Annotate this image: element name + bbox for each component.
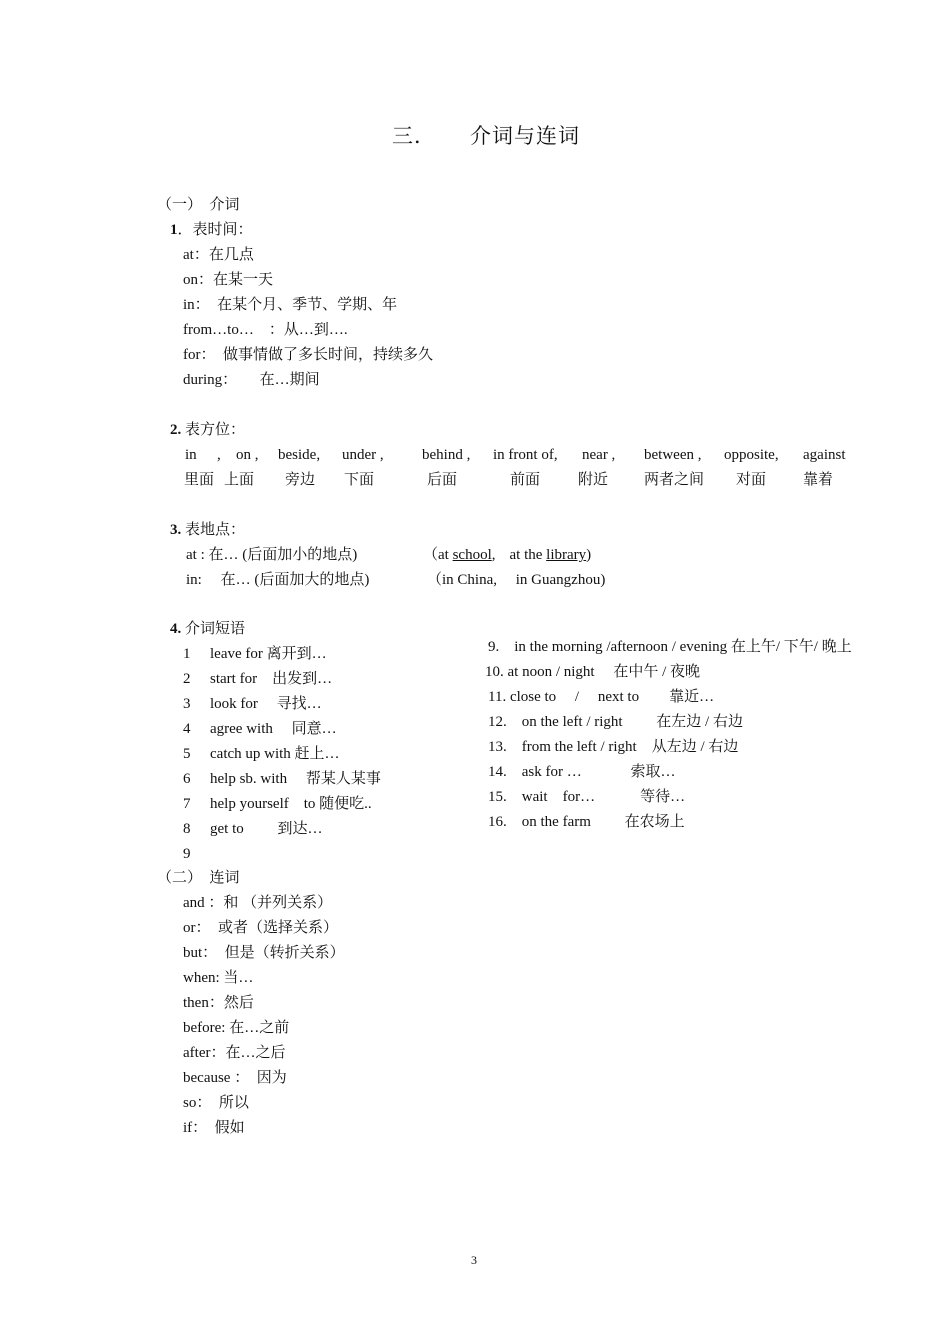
phrase-number: 8 — [183, 821, 191, 837]
phrase-number: 6 — [183, 771, 191, 787]
page-number: 3 — [471, 1253, 477, 1267]
phrase-right-item: 12. on the left / right 在左边 / 右边 — [488, 714, 743, 730]
position-meaning: 附近 — [578, 472, 609, 488]
position-word: against — [803, 447, 846, 463]
conjunction-line: but： 但是（转折关系） — [183, 945, 345, 961]
position-word: in front of, — [493, 447, 558, 463]
phrase-right-item: 15. wait for… 等待… — [488, 789, 686, 805]
position-meaning: 旁边 — [285, 472, 316, 488]
position-meaning: 里面 — [184, 472, 215, 488]
time-line: on：在某一天 — [183, 272, 274, 288]
time-heading-number: 1 — [170, 222, 178, 238]
phrase-right-item: 9. in the morning /afternoon / evening 在上午/ 下午/ 晚上 — [488, 639, 852, 655]
position-word: under , — [342, 447, 384, 463]
position-heading — [170, 420, 245, 440]
time-line: during： 在…期间 — [183, 372, 320, 388]
phrase-right-item: 11. close to / next to 靠近… — [488, 689, 715, 705]
position-meaning: 上面 — [224, 472, 255, 488]
phrase-number: 5 — [183, 746, 191, 762]
place-at-line: at : 在… (后面加小的地点) — [186, 547, 358, 563]
time-heading — [170, 220, 253, 240]
phrase-text: get to 到达… — [210, 821, 323, 837]
phrase-left-item — [183, 644, 327, 664]
page-title-number: 三． — [392, 124, 436, 148]
section-prepositions-heading: （一） 介词 — [157, 197, 240, 213]
phrase-number: 1 — [183, 646, 191, 662]
position-word: on , — [236, 447, 259, 463]
time-line: in： 在某个月、季节、学期、年 — [183, 297, 398, 313]
phrase-left-item — [183, 769, 381, 789]
phrase-number: 2 — [183, 671, 191, 687]
position-meaning: 对面 — [736, 472, 767, 488]
phrase-left-item — [183, 719, 337, 739]
phrase-left-item — [183, 744, 340, 764]
page-title-text: 介词与连词 — [470, 124, 580, 148]
position-word: beside, — [278, 447, 321, 463]
phrase-text: look for 寻找… — [210, 696, 322, 712]
phrase-number: 4 — [183, 721, 191, 737]
place-heading-number: 3. — [170, 522, 182, 538]
conjunction-line: so： 所以 — [183, 1095, 249, 1111]
place-heading-text: 表地点： — [185, 522, 246, 538]
phrase-left-item — [183, 819, 323, 839]
time-line: from…to… ：从…到…. — [183, 322, 348, 338]
position-heading-text: 表方位： — [185, 422, 246, 438]
phrase-text: leave for 离开到… — [210, 646, 327, 662]
conjunction-line: or： 或者（选择关系） — [183, 920, 338, 936]
phrase-number: 9 — [183, 846, 191, 862]
conjunction-line: because ： 因为 — [183, 1070, 287, 1086]
position-heading-number: 2. — [170, 422, 182, 438]
phrase-left-item — [183, 669, 332, 689]
phrase-text: help yourself to 随便吃.. — [210, 796, 372, 812]
time-line: for： 做事情做了多长时间，持续多久 — [183, 347, 433, 363]
phrase-right-item: 13. from the left / right 从左边 / 右边 — [488, 739, 739, 755]
phrase-right-item: 10. at noon / night 在中午 / 夜晚 — [485, 664, 700, 680]
phrase-text: help sb. with 帮某人某事 — [210, 771, 381, 787]
position-meaning: 后面 — [427, 472, 458, 488]
place-at-example-comma: , — [491, 547, 496, 563]
position-meaning: 靠着 — [803, 472, 834, 488]
position-meaning: 下面 — [344, 472, 375, 488]
phrase-left-item — [183, 794, 372, 814]
conjunction-line: before: 在…之前 — [183, 1020, 290, 1036]
conjunction-line: after：在…之后 — [183, 1045, 286, 1061]
conjunction-line: when: 当… — [183, 970, 254, 986]
conjunction-line: if： 假如 — [183, 1120, 245, 1136]
phrase-left-item — [183, 844, 210, 864]
place-at-example-close: ) — [586, 547, 592, 563]
phrases-heading-number: 4. — [170, 621, 182, 637]
phrase-left-item — [183, 694, 322, 714]
position-meaning: 两者之间 — [644, 472, 705, 488]
conjunction-line: then：然后 — [183, 995, 254, 1011]
phrase-right-item: 16. on the farm 在农场上 — [488, 814, 685, 830]
time-heading-text: ．表时间： — [177, 222, 253, 238]
place-in-line: in: 在… (后面加大的地点) — [186, 572, 370, 588]
phrase-number: 3 — [183, 696, 191, 712]
conjunction-line: and ：和 （并列关系） — [183, 895, 333, 911]
position-word: near , — [582, 447, 616, 463]
position-word: in — [185, 447, 197, 463]
section-conjunctions-heading: （二） 连词 — [157, 870, 240, 886]
phrase-text: agree with 同意… — [210, 721, 337, 737]
place-heading — [170, 520, 245, 540]
place-in-examples: （in China, in Guangzhou) — [427, 572, 606, 588]
position-meaning: 前面 — [510, 472, 541, 488]
phrase-text: catch up with 赶上… — [210, 746, 340, 762]
phrase-right-item: 14. ask for … 索取… — [488, 764, 676, 780]
phrase-text: start for 出发到… — [210, 671, 333, 687]
phrases-heading — [170, 619, 245, 639]
place-at-example-prefix: （at — [423, 547, 449, 563]
position-word: behind , — [422, 447, 471, 463]
position-word: between , — [644, 447, 702, 463]
place-at-example-prefix: at the — [509, 547, 543, 563]
position-word: opposite, — [724, 447, 779, 463]
page-title — [392, 126, 580, 146]
place-at-examples — [423, 545, 591, 565]
place-at-example-word: school — [452, 547, 492, 563]
position-word: , — [217, 447, 221, 463]
place-at-example-word: library — [546, 547, 587, 563]
time-line: at：在几点 — [183, 247, 254, 263]
phrases-heading-text: 介词短语 — [185, 621, 246, 637]
phrase-number: 7 — [183, 796, 191, 812]
